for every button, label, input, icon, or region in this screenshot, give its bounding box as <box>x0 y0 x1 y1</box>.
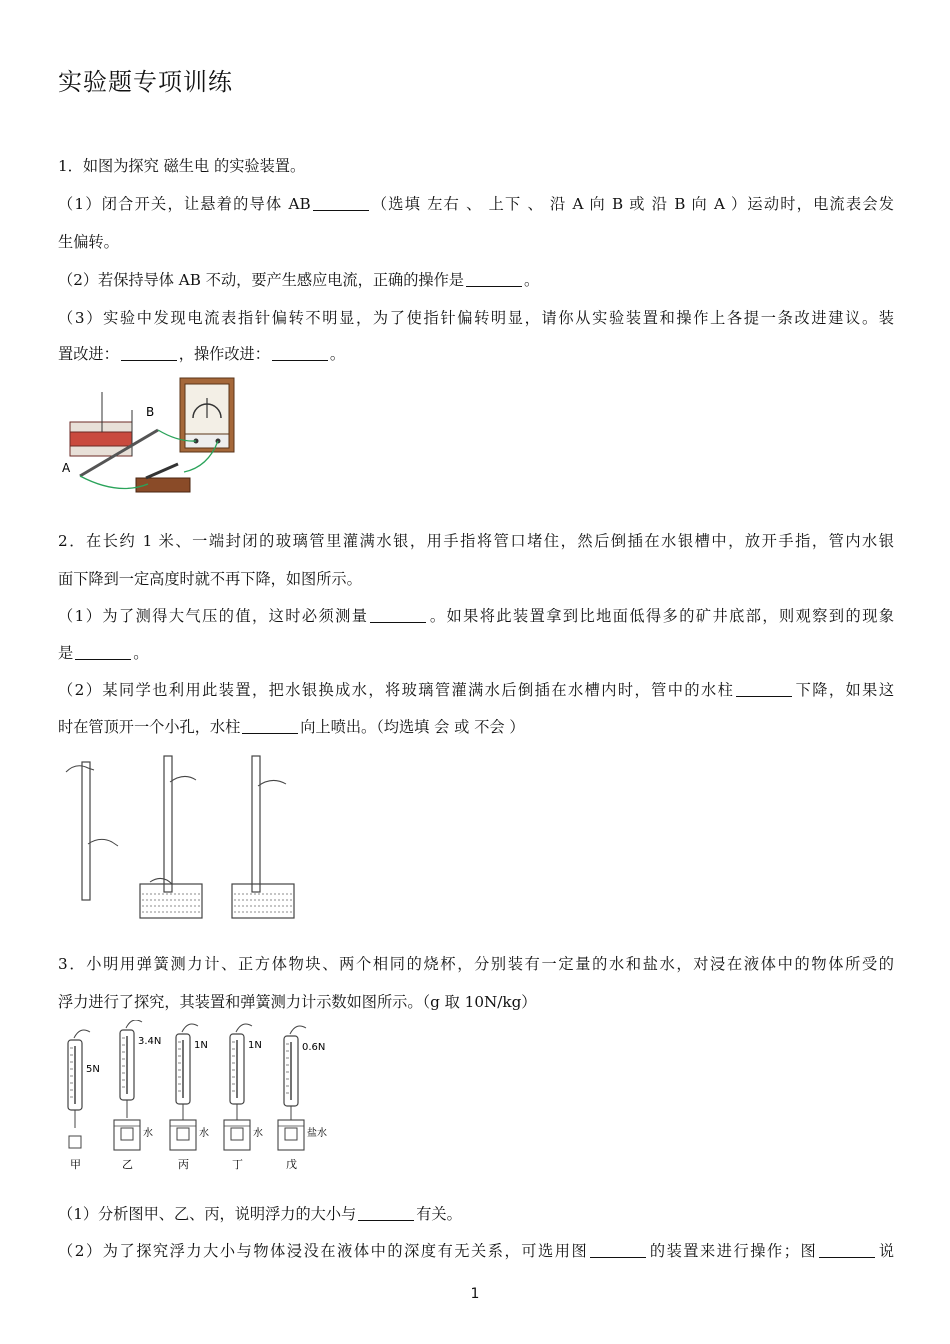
page-number: 1 <box>470 1286 480 1302</box>
q1-part2: （2）若保持导体 AB 不动，要产生感应电流，正确的操作是 。 <box>58 271 540 289</box>
spring-scale-2 <box>114 1020 161 1171</box>
scale-reading: 1N <box>248 1040 262 1051</box>
figure-caption: 戊 <box>286 1158 297 1171</box>
figure-caption: 乙 <box>122 1158 133 1171</box>
liquid-label: 水 <box>143 1128 153 1139</box>
answer-blank[interactable] <box>819 1243 875 1258</box>
torricelli-tube-figure <box>58 752 298 924</box>
figure-caption: 甲 <box>70 1158 81 1171</box>
induction-apparatus-figure <box>58 372 248 500</box>
figure-caption: 丁 <box>232 1158 243 1171</box>
scale-reading: 0.6N <box>302 1042 326 1053</box>
answer-blank[interactable] <box>272 346 328 361</box>
answer-blank[interactable] <box>370 608 426 623</box>
liquid-label: 盐水 <box>307 1128 327 1139</box>
q1-part3-line2: 置改进： ，操作改进： 。 <box>58 345 346 363</box>
answer-blank[interactable] <box>313 196 369 211</box>
q1-stem: 1．如图为探究 磁生电 的实验装置。 <box>58 157 306 175</box>
q3-stem-line1: 3．小明用弹簧测力计、正方体物块、两个相同的烧杯，分别装有一定量的水和盐水，对浸在液体中的物体所受的 <box>58 955 894 973</box>
label-a: A <box>62 461 71 475</box>
q2-part1-line1: （1）为了测得大气压的值，这时必须测量 。如果将此装置拿到比地面低得多的矿井底部，则观察到的现象 <box>58 607 895 625</box>
q1-part3-line1: （3）实验中发现电流表指针偏转不明显，为了使指针偏转明显，请你从实验装置和操作上各提一条改进建议。装 <box>58 309 894 327</box>
answer-blank[interactable] <box>736 682 792 697</box>
q3-part1: （1）分析图甲、乙、丙，说明浮力的大小与 有关。 <box>58 1205 462 1223</box>
label-b: B <box>146 405 155 419</box>
spring-scale-1 <box>68 1030 100 1171</box>
answer-blank[interactable] <box>121 346 177 361</box>
liquid-label: 水 <box>199 1128 209 1139</box>
answer-blank[interactable] <box>75 645 131 660</box>
spring-scale-5 <box>278 1026 327 1171</box>
answer-blank[interactable] <box>466 272 522 287</box>
answer-blank[interactable] <box>590 1243 646 1258</box>
q3-part2-line1: （2）为了探究浮力大小与物体浸没在液体中的深度有无关系，可选用图 的装置来进行操作；图 说 <box>58 1242 895 1260</box>
q3-stem-line2: 浮力进行了探究，其装置和弹簧测力计示数如图所示。（g 取 10N/kg） <box>58 993 537 1011</box>
q2-part2-line1: （2）某同学也利用此装置，把水银换成水，将玻璃管灌满水后倒插在水槽内时，管中的水柱 下降，如果这 <box>58 681 895 699</box>
scale-reading: 5N <box>86 1064 100 1075</box>
spring-scale-3 <box>170 1024 209 1171</box>
q1-part1-line2: 生偏转。 <box>58 233 119 251</box>
page-title: 实验题专项训练 <box>58 68 233 96</box>
liquid-label: 水 <box>253 1128 263 1139</box>
answer-blank[interactable] <box>358 1206 414 1221</box>
scale-reading: 1N <box>194 1040 208 1051</box>
spring-scale-figure <box>58 1020 348 1172</box>
q1-part1-line1: （1）闭合开关，让悬着的导体 AB （选填 左右 、 上下 、 沿 A 向 B 或 沿 B 向 A ）运动时，电流表会发 <box>58 195 894 213</box>
figure-caption: 丙 <box>178 1158 189 1171</box>
q2-stem-line1: 2．在长约 1 米、一端封闭的玻璃管里灌满水银，用手指将管口堵住，然后倒插在水银槽中，放开手指，管内水银 <box>58 532 894 550</box>
q2-part2-line2: 时在管顶开一个小孔，水柱 向上喷出。（均选填 会 或 不会 ） <box>58 718 525 736</box>
q2-stem-line2: 面下降到一定高度时就不再下降，如图所示。 <box>58 570 362 588</box>
q2-part1-line2: 是 。 <box>58 644 149 662</box>
spring-scale-4 <box>224 1024 263 1171</box>
answer-blank[interactable] <box>242 719 298 734</box>
scale-reading: 3.4N <box>138 1036 162 1047</box>
